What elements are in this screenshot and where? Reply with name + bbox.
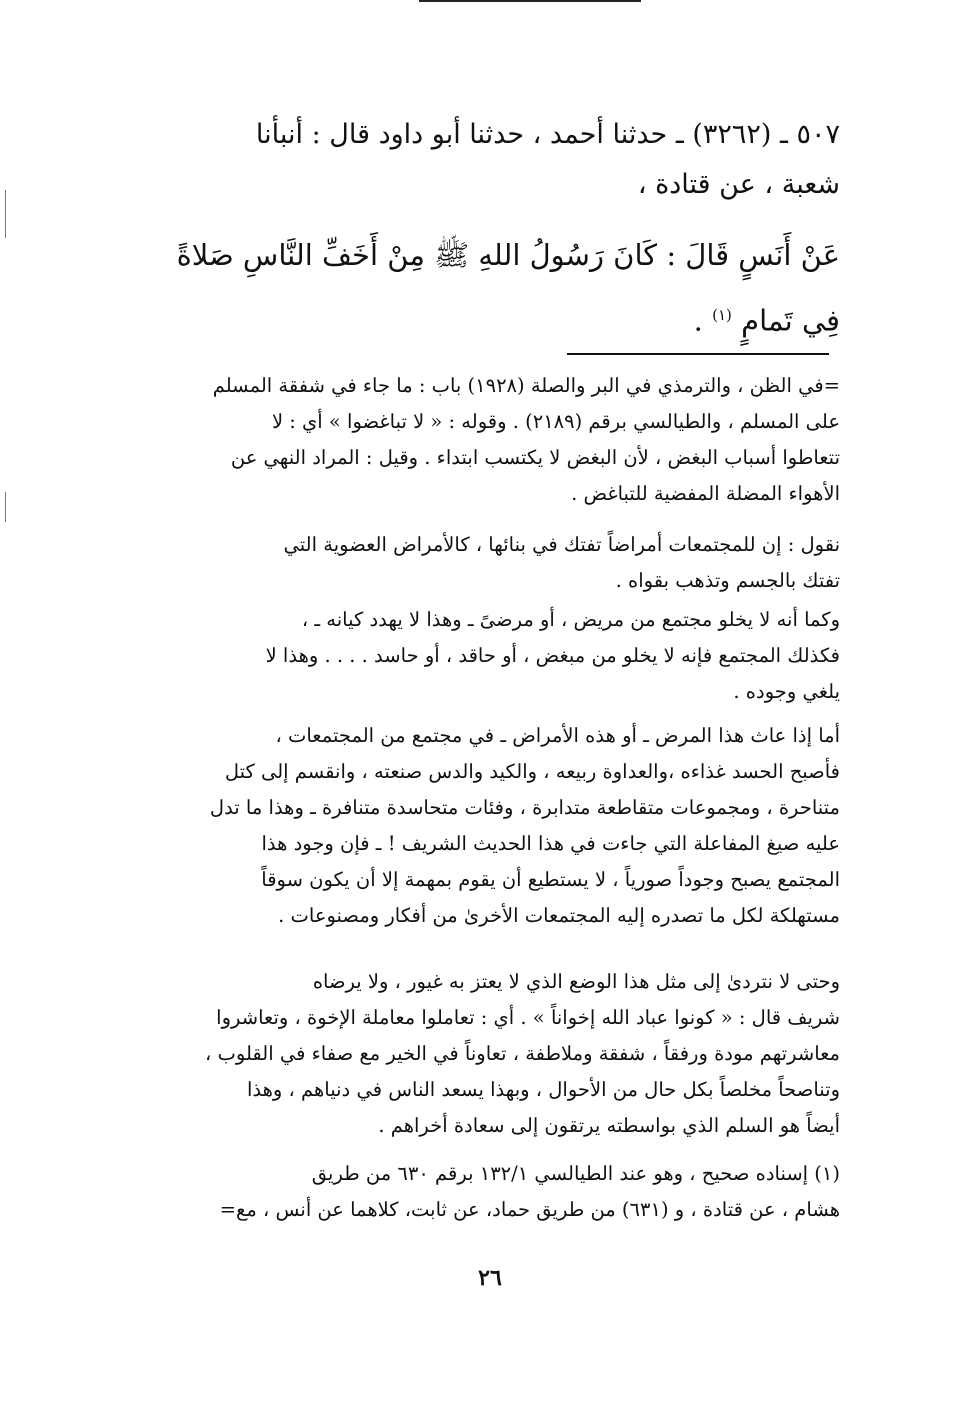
note-line: فأصبح الحسد غذاءه ،والعداوة ربيعه ، والكيد والدس صنعته ، وانقسم إلى كتل [224, 760, 840, 783]
note-line: أما إذا عاث هذا المرض ـ أو هذه الأمراض ـ في مجتمع من المجتمعات ، [275, 724, 840, 747]
note-line: وتناصحاً مخلصاً بكل حال من الأحوال ، وبهذا يسعد الناس في دنياهم ، وهذا [247, 1078, 840, 1101]
note-line: تفتك بالجسم وتذهب بقواه . [615, 569, 840, 592]
note-line: =في الظن ، والترمذي في البر والصلة (١٩٢٨) باب : ما جاء في شفقة المسلم [212, 374, 840, 397]
note-line: أيضاً هو السلم الذي بواسطته يرتقون إلى سعادة أخراهم . [378, 1114, 840, 1137]
note-line: وحتى لا نتردىٰ إلى مثل هذا الوضع الذي لا يعتز به غيور ، ولا يرضاه [312, 970, 840, 993]
note-line: الأهواء المضلة المفضية للتباغض . [571, 482, 840, 505]
note-line: نقول : إن للمجتمعات أمراضاً تفتك في بنائها ، كالأمراض العضوية التي [283, 533, 840, 556]
footnote-1 [138, 1156, 840, 1228]
note-paragraph [138, 964, 840, 1144]
note-line: متناحرة ، ومجموعات متقاطعة متدابرة ، وفئات متحاسدة متنافرة ـ وهذا ما تدل [209, 796, 840, 819]
note-paragraph [138, 368, 840, 512]
note-line: شريف قال : « كونوا عباد الله إخواناً » . أي : تعاملوا معاملة الإخوة ، وتعاشروا [216, 1006, 840, 1029]
note-line: عليه صيغ المفاعلة التي جاءت في هذا الحديث الشريف ! ـ فإن وجود هذا [261, 832, 840, 855]
end-mark: . [693, 303, 703, 338]
note-paragraph [138, 718, 840, 934]
note-line: فكذلك المجتمع فإنه لا يخلو من مبغض ، أو حاقد ، أو حاسد . . . . وهذا لا [265, 644, 840, 667]
note-line: وكما أنه لا يخلو مجتمع من مريض ، أو مرضىً ـ وهذا لا يهدد كيانه ـ ، [301, 608, 840, 631]
footnote-reference: (١) [712, 306, 732, 324]
note-line: مستهلكة لكل ما تصدره إليه المجتمعات الأخرىٰ من أفكار ومصنوعات . [278, 904, 840, 927]
note-paragraph [138, 602, 840, 710]
footnote-line: (١) إسناده صحيح ، وهو عند الطيالسي ١٣٢/١ برقم ٦٣٠ من طريق [311, 1162, 840, 1185]
hadith-header-line-1: ٥٠٧ ـ (٣٢٦٢) ـ حدثنا أحمد ، حدثنا أبو داود قال : أنبأنا [255, 119, 840, 150]
page-number: ٢٦ [478, 1265, 502, 1291]
note-line: على المسلم ، والطيالسي برقم (٢١٨٩) . وقوله : « لا تباغضوا » أي : لا [271, 410, 840, 433]
margin-mark [5, 492, 6, 522]
hadith-header-line-2: شعبة ، عن قتادة ، [637, 169, 840, 200]
note-line: معاشرتهم مودة ورفقاً ، شفقة وملاطفة ، تعاوناً في الخير مع صفاء في القلوب ، [205, 1042, 840, 1065]
footnote-line: هشام ، عن قتادة ، و (٦٣١) من طريق حماد، عن ثابت، كلاهما عن أنس ، مع= [219, 1198, 840, 1221]
note-paragraph [138, 527, 840, 599]
note-line: تتعاطوا أسباب البغض ، لأن البغض لا يكتسب ابتداء . وقيل : المراد النهي عن [230, 446, 840, 469]
hadith-text-end: فِي تَمامٍ [741, 303, 840, 338]
footnotes [138, 0, 840, 1300]
hadith-text-line-1: عَنْ أَنَسٍ قَالَ : كَانَ رَسُولُ اللهِ ﷺ مِنْ أَخَفِّ النَّاسِ صَلاةً [176, 238, 840, 272]
margin-mark [5, 190, 6, 238]
note-line: يلغي وجوده . [733, 680, 840, 703]
note-line: المجتمع يصبح وجوداً صورياً ، لا يستطيع أن يقوم بمهمة إلا أن يكون سوقاً [261, 868, 840, 891]
